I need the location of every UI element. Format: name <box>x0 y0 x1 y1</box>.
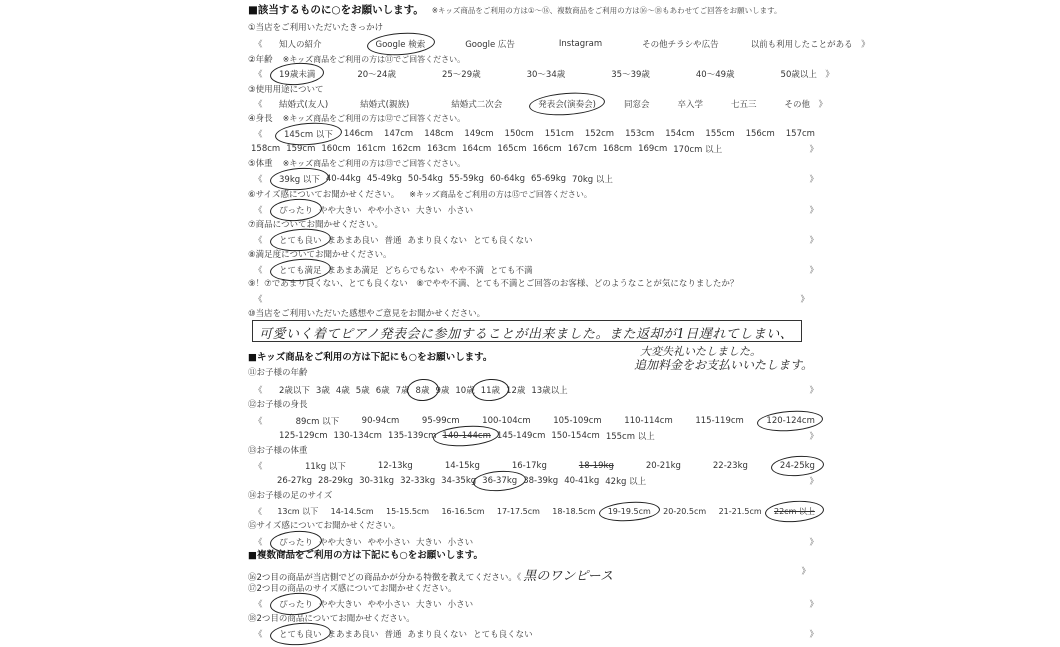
q11-option-selected[interactable]: 8歳 <box>413 383 433 397</box>
q15-option[interactable]: 大きい <box>416 538 442 548</box>
q4-option[interactable]: 158cm <box>251 144 281 154</box>
q11-option[interactable]: 3歳 <box>315 386 330 396</box>
q2-option[interactable]: 35～39歳 <box>611 70 650 80</box>
q3-option[interactable]: 結婚式二次会 <box>451 100 503 110</box>
q7-option-selected[interactable]: とても良い <box>276 233 325 247</box>
q4-option[interactable]: 164cm <box>462 144 492 154</box>
q4-option[interactable]: 148cm <box>424 129 454 139</box>
q7-option[interactable]: とても良くない <box>473 236 533 246</box>
q14-option[interactable]: 20-20.5cm <box>663 507 707 516</box>
q1-option[interactable]: Google 広告 <box>465 40 515 50</box>
q4-option[interactable]: 153cm <box>625 129 655 139</box>
open-bracket: 《 <box>254 236 263 246</box>
q14-option[interactable]: 16-16.5cm <box>441 507 485 516</box>
close-bracket: 》 <box>809 206 818 216</box>
q11-label: ⑪お子様の年齢 <box>248 368 308 378</box>
q16-row <box>248 565 810 584</box>
q12-option[interactable]: 100-104cm <box>482 416 531 426</box>
q4-option[interactable]: 154cm <box>665 129 695 139</box>
open-bracket: 《 <box>254 538 263 548</box>
q12-option[interactable]: 150-154cm <box>551 431 600 441</box>
q1-option[interactable]: その他チラシや広告 <box>642 40 719 50</box>
q13-option[interactable]: 14-15kg <box>444 461 480 471</box>
q14-option[interactable]: 21-21.5cm <box>718 507 762 516</box>
q5-note: ※キッズ商品をご利用の方は⑬でご回答ください。 <box>282 159 466 168</box>
q5-option[interactable]: 65-69kg <box>531 174 567 184</box>
q18-option-selected[interactable]: とても良い <box>276 627 325 641</box>
survey-sheet <box>248 0 870 640</box>
q11-option[interactable]: 5歳 <box>355 386 370 396</box>
q4-option[interactable]: 160cm <box>321 144 351 154</box>
open-bracket: 《 <box>254 175 263 185</box>
q18-option[interactable]: あまり良くない <box>407 630 468 640</box>
open-bracket: 《 <box>254 386 263 396</box>
q15-option[interactable]: やや小さい <box>367 538 411 548</box>
q4-option[interactable]: 163cm <box>426 144 457 154</box>
q3-label: ③使用用途について <box>248 85 324 95</box>
q4-option[interactable]: 156cm <box>745 129 775 139</box>
q14-option[interactable]: 14-14.5cm <box>330 507 374 516</box>
q4-option[interactable]: 167cm <box>567 144 597 154</box>
q4-option[interactable]: 170cm 以上 <box>673 145 723 155</box>
q13-option[interactable]: 28-29kg <box>318 476 354 486</box>
q1-option-selected[interactable]: Google 検索 <box>373 37 429 51</box>
close-bracket: 》 <box>818 100 827 110</box>
q6-option[interactable]: 小さい <box>447 206 474 216</box>
q2-label-row <box>248 54 465 66</box>
q11-option[interactable]: 10歳 <box>455 386 475 396</box>
q5-option[interactable]: 70kg 以上 <box>572 175 613 185</box>
q1-options <box>254 37 870 51</box>
q13-option[interactable]: 42kg 以上 <box>605 477 647 487</box>
q13-option[interactable]: 20-21kg <box>645 461 681 471</box>
q4-option[interactable]: 166cm <box>532 144 562 154</box>
q16-label: ⑯2つ目の商品が当店側でどの商品かが分かる特徴を教えてください。 <box>248 573 517 583</box>
open-bracket: 《 <box>254 295 263 305</box>
q4-option[interactable]: 150cm <box>504 129 534 139</box>
q3-options <box>254 97 827 111</box>
q4-note: ※キッズ商品をご利用の方は⑫でご回答ください。 <box>282 114 466 123</box>
close-bracket: 》 <box>809 386 818 396</box>
q8-options <box>254 263 818 277</box>
open-bracket: 《 <box>254 630 263 640</box>
q12-option[interactable]: 110-114cm <box>624 416 673 426</box>
q14-options <box>254 505 818 518</box>
q12-option[interactable]: 90-94cm <box>361 416 400 426</box>
q14-option[interactable]: 17-17.5cm <box>496 507 540 516</box>
q4-option[interactable]: 157cm <box>785 129 815 139</box>
q8-label: ⑧満足度についてお聞かせください。 <box>248 250 392 260</box>
q10-comment-box[interactable] <box>252 320 802 342</box>
q1-option[interactable]: 以前も利用したことがある <box>750 40 853 50</box>
open-bracket: 《 <box>254 100 263 110</box>
q6-option[interactable]: 大きい <box>416 206 442 216</box>
q12-label: ⑫お子様の身長 <box>248 400 308 410</box>
q2-option[interactable]: 50歳以上 <box>780 70 817 80</box>
q10-label: ⑩当店をご利用いただいた感想やご意見をお聞かせください。 <box>248 309 486 319</box>
q3-option[interactable]: 結婚式(親族) <box>360 100 410 110</box>
q11-options <box>254 383 818 397</box>
q14-option[interactable]: 18-18.5cm <box>552 507 596 516</box>
q7-option[interactable]: 普通 <box>384 236 402 246</box>
q2-options <box>254 67 834 81</box>
q8-option[interactable]: やや不満 <box>449 266 484 276</box>
close-bracket: 》 <box>809 432 818 442</box>
open-bracket: 《 <box>254 130 263 140</box>
q3-option[interactable]: その他 <box>784 100 810 110</box>
q15-options <box>254 535 818 549</box>
q12-option[interactable]: 125-129cm <box>279 431 328 441</box>
q8-option[interactable]: とても不満 <box>489 266 533 276</box>
q4-options-row2 <box>248 142 818 156</box>
q4-option[interactable]: 162cm <box>391 144 421 154</box>
q5-option[interactable]: 50-54kg <box>407 174 443 184</box>
q13-option[interactable]: 11kg 以下 <box>304 462 346 472</box>
q1-option[interactable]: Instagram <box>558 39 603 49</box>
close-bracket: 》 <box>809 145 818 155</box>
q13-option-struck[interactable]: 18-19kg <box>578 461 614 471</box>
q12-option[interactable]: 95-99cm <box>421 416 460 426</box>
q5-label-row <box>248 158 465 170</box>
q13-options-row1 <box>254 459 818 473</box>
q8-option[interactable]: まあまあ満足 <box>327 266 379 276</box>
q14-option[interactable]: 13cm 以下 <box>277 507 319 516</box>
q11-option[interactable]: 4歳 <box>335 386 350 396</box>
q5-option-selected[interactable]: 39kg 以下 <box>276 172 323 186</box>
close-bracket: 》 <box>801 567 810 577</box>
q15-label: ⑮サイズ感についてお聞かせください。 <box>248 521 401 531</box>
form-title: ■該当するものに○をお願いします。 <box>248 4 424 16</box>
q3-option[interactable]: 結婚式(友人) <box>279 100 329 110</box>
q17-option[interactable]: やや大きい <box>319 600 362 610</box>
q3-option[interactable]: 七五三 <box>730 100 757 110</box>
q2-note: ※キッズ商品をご利用の方は⑪でご回答ください。 <box>282 55 466 64</box>
q13-option[interactable]: 12-13kg <box>377 461 413 471</box>
q17-options <box>254 597 818 611</box>
q3-option-selected[interactable]: 発表会(演奏会) <box>535 97 599 111</box>
q9-label: ⑨！⑦であまり良くない、とても良くない ⑧でやや不満、とても不満とご回答のお客様、どのようなことが気になりましたか？ <box>248 279 739 289</box>
close-bracket: 》 <box>800 295 809 305</box>
q2-option[interactable]: 30～34歳 <box>526 70 566 80</box>
q2-label: ②年齢 <box>248 55 273 65</box>
q11-option[interactable]: 2歳以下 <box>279 386 310 396</box>
q10-answer-line3: 追加料金をお支払いいたします。 <box>634 358 814 372</box>
q12-option[interactable]: 135-139cm <box>387 431 437 441</box>
q7-options <box>254 233 818 247</box>
open-bracket: 《 <box>254 417 263 427</box>
q13-options-row2 <box>274 474 818 488</box>
q18-option[interactable]: 普通 <box>384 630 402 640</box>
q13-option[interactable]: 32-33kg <box>400 476 436 486</box>
close-bracket: 》 <box>809 538 818 548</box>
q4-label: ④身長 <box>248 114 273 124</box>
q4-option[interactable]: 168cm <box>602 144 633 154</box>
q6-note: ※キッズ商品をご利用の方は⑮でご回答ください。 <box>409 190 592 199</box>
q3-option[interactable]: 卒入学 <box>677 100 703 110</box>
q8-option[interactable]: どちらでもない <box>384 266 444 276</box>
q4-option[interactable]: 151cm <box>544 129 574 139</box>
q17-label: ⑰2つ目の商品のサイズ感についてお聞かせください。 <box>248 584 457 594</box>
q17-option-selected[interactable]: ぴったり <box>276 597 316 611</box>
close-bracket: 》 <box>861 40 870 50</box>
q18-options <box>254 627 818 641</box>
open-bracket: 《 <box>254 266 263 276</box>
q18-option[interactable]: とても良くない <box>473 630 533 640</box>
q4-option[interactable]: 169cm <box>638 144 668 154</box>
q4-option[interactable]: 155cm <box>705 129 735 139</box>
q4-option[interactable]: 147cm <box>384 129 414 139</box>
q2-option[interactable]: 25～29歳 <box>441 70 481 80</box>
q15-option-selected[interactable]: ぴったり <box>276 535 316 549</box>
q10-answer-line1: 可愛いく着てピアノ発表会に参加することが出来ました。また返却が1日遅れてしまい、 <box>259 327 794 342</box>
q8-option-selected[interactable]: とても満足 <box>276 263 325 277</box>
q6-options <box>254 203 818 217</box>
q10-answer-line2: 大変失礼いたしました。 <box>640 345 761 358</box>
q12-option[interactable]: 155cm 以上 <box>605 432 655 442</box>
close-bracket: 》 <box>809 266 818 276</box>
q15-option[interactable]: やや大きい <box>319 538 362 548</box>
q6-option[interactable]: やや大きい <box>319 206 362 216</box>
q12-options-row2 <box>276 429 818 443</box>
q12-option[interactable]: 105-109cm <box>553 416 602 426</box>
q9-answer-field[interactable] <box>254 293 809 305</box>
q12-option-selected[interactable]: 140-144cm <box>439 430 493 442</box>
q12-options-row1 <box>254 414 818 428</box>
q4-option[interactable]: 165cm <box>497 144 527 154</box>
q11-option[interactable]: 12歳 <box>506 386 526 396</box>
close-bracket: 》 <box>809 477 818 487</box>
form-header-note: ※キッズ商品をご利用の方は①～⑯、複数商品をご利用の方は⑯～⑱もあわせてご回答をお願いします。 <box>431 6 782 15</box>
q4-option[interactable]: 149cm <box>464 129 494 139</box>
close-bracket: 》 <box>809 236 818 246</box>
q5-option[interactable]: 55-59kg <box>448 174 484 184</box>
q11-option[interactable]: 13歳以上 <box>531 386 568 396</box>
q2-option[interactable]: 40～49歳 <box>695 70 735 80</box>
close-bracket: 》 <box>809 600 818 610</box>
q13-option[interactable]: 22-23kg <box>712 461 748 471</box>
q7-option[interactable]: まあまあ良い <box>327 236 379 246</box>
open-bracket: 《 <box>254 70 263 80</box>
q4-option[interactable]: 146cm <box>343 129 374 139</box>
q13-label: ⑬お子様の体重 <box>248 446 308 456</box>
q4-option[interactable]: 159cm <box>286 144 316 154</box>
q13-option[interactable]: 38-39kg <box>523 476 559 486</box>
open-bracket: 《 <box>516 573 522 583</box>
q2-option-selected[interactable]: 19歳未満 <box>276 67 318 81</box>
q14-option-selected[interactable]: 22cm 以上 <box>771 505 818 518</box>
q18-option[interactable]: まあまあ良い <box>327 630 379 640</box>
q17-option[interactable]: 大きい <box>416 600 442 610</box>
q4-option-selected[interactable]: 145cm 以下 <box>281 127 336 141</box>
q4-label-row <box>248 113 465 125</box>
q16-answer[interactable]: 黒のワンピース <box>523 569 614 584</box>
open-bracket: 《 <box>254 40 263 50</box>
q5-option[interactable]: 60-64kg <box>489 174 525 184</box>
q4-option[interactable]: 152cm <box>584 129 615 139</box>
open-bracket: 《 <box>254 507 262 516</box>
kids-section-title: ■キッズ商品をご利用の方は下記にも○をお願いします。 <box>248 352 493 363</box>
q11-option-selected[interactable]: 11歳 <box>478 383 503 397</box>
q18-label: ⑱2つ目の商品についてお聞かせください。 <box>248 614 415 624</box>
open-bracket: 《 <box>254 462 263 472</box>
q14-label: ⑭お子様の足のサイズ <box>248 491 333 501</box>
q3-option[interactable]: 同窓会 <box>623 100 650 110</box>
q5-label: ⑤体重 <box>248 159 273 169</box>
q12-option[interactable]: 130-134cm <box>333 431 382 441</box>
q1-label: ①当店をご利用いただいたきっかけ <box>248 23 384 33</box>
q6-option[interactable]: やや小さい <box>367 206 411 216</box>
close-bracket: 》 <box>809 175 818 185</box>
q11-option[interactable]: 7歳 <box>395 386 410 396</box>
q11-option[interactable]: 9歳 <box>435 386 450 396</box>
q1-option[interactable]: 知人の紹介 <box>279 40 322 50</box>
q17-option[interactable]: 小さい <box>447 600 474 610</box>
close-bracket: 》 <box>825 70 834 80</box>
q16-label-wrap <box>248 565 613 584</box>
q12-option[interactable]: 145-149cm <box>496 431 546 441</box>
q6-label: ⑥サイズ感についてお聞かせください。 <box>248 190 400 200</box>
q13-option-selected[interactable]: 24-25kg <box>777 460 818 472</box>
q14-option-selected[interactable]: 19-19.5cm <box>605 506 654 517</box>
q12-option[interactable]: 115-119cm <box>695 416 744 426</box>
q12-option-selected[interactable]: 120-124cm <box>763 415 817 427</box>
q12-option[interactable]: 89cm 以下 <box>295 417 340 427</box>
q17-option[interactable]: やや小さい <box>367 600 411 610</box>
q7-label: ⑦商品についてお聞かせください。 <box>248 220 383 230</box>
open-bracket: 《 <box>254 206 263 216</box>
q13-option[interactable]: 34-35kg <box>441 476 477 486</box>
form-header <box>248 4 782 17</box>
q13-option[interactable]: 30-31kg <box>359 476 395 486</box>
q2-option[interactable]: 20～24歳 <box>357 70 396 80</box>
q7-option[interactable]: あまり良くない <box>407 236 468 246</box>
q15-option[interactable]: 小さい <box>447 538 474 548</box>
multi-section-title: ■複数商品をご利用の方は下記にも○をお願いします。 <box>248 550 484 561</box>
q13-option-selected[interactable]: 36-37kg <box>479 475 520 487</box>
q6-option-selected[interactable]: ぴったり <box>276 203 316 217</box>
close-bracket: 》 <box>809 630 818 640</box>
q4-options-row1 <box>254 127 818 141</box>
q13-option[interactable]: 16-17kg <box>511 461 547 471</box>
q14-option[interactable]: 15-15.5cm <box>386 507 430 516</box>
q5-options <box>254 172 818 186</box>
q11-option[interactable]: 6歳 <box>375 386 390 396</box>
q5-option[interactable]: 45-49kg <box>366 174 402 184</box>
q5-option[interactable]: 40-44kg <box>325 174 361 184</box>
q13-option[interactable]: 40-41kg <box>564 476 600 486</box>
q13-option[interactable]: 26-27kg <box>277 476 313 486</box>
open-bracket: 《 <box>254 600 263 610</box>
q4-option[interactable]: 161cm <box>356 144 386 154</box>
